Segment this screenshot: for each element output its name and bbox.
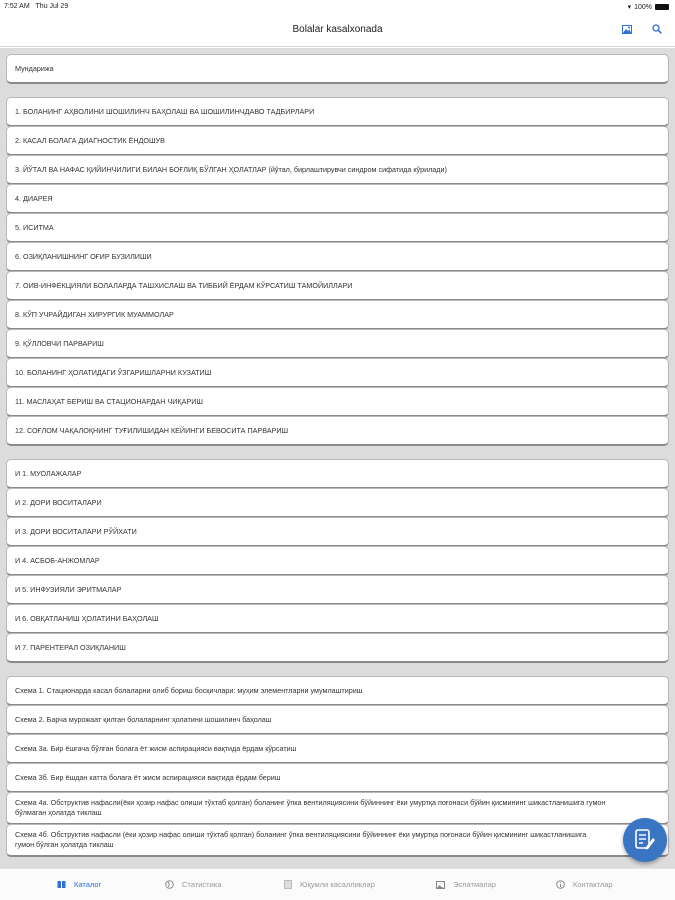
document-icon	[283, 880, 292, 889]
chapter-item[interactable]: 3. ЙЎТАЛ ВА НАФАС ҚИЙИНЧИЛИГИ БИЛАН БОҒЛИҚ БЎЛГАН ҲОЛАТЛАР (йўтал, бирлаштирувчи синдром сифатида кўрилади)	[6, 155, 669, 185]
group-gap	[0, 662, 675, 670]
appendix-item[interactable]: И 4. АСБОБ-АНЖОМЛАР	[6, 546, 669, 576]
navigation-bar	[0, 14, 675, 47]
info-icon	[556, 880, 565, 889]
edit-note-icon	[633, 828, 657, 852]
chapter-item[interactable]: 12. СОҒЛОМ ЧАҚАЛОҚНИНГ ТУҒИЛИШИДАН КЕЙИНГИ БЕВОСИТА ПАРВАРИШ	[6, 416, 669, 446]
schemes-group	[6, 676, 669, 857]
chapters-group	[6, 97, 669, 446]
page-title: Bolalar kasalxonada	[292, 24, 383, 35]
appendix-item[interactable]: И 7. ПАРЕНТЕРАЛ ОЗИҚЛАНИШ	[6, 633, 669, 663]
header-icons	[621, 23, 663, 35]
chapter-item[interactable]: 7. ОИВ-ИНФЕКЦИЯЛИ БОЛАЛАРДА ТАШХИСЛАШ ВА ТИББИЙ ЁРДАМ КЎРСАТИШ ТАМОЙИЛЛАРИ	[6, 271, 669, 301]
chapter-item[interactable]: 11. МАСЛАҲАТ БЕРИШ ВА СТАЦИОНАРДАН ЧИҚАРИШ	[6, 387, 669, 417]
appendices-group	[6, 459, 669, 663]
battery-icon	[655, 4, 669, 10]
appendix-item[interactable]: И 1. МУОЛАЖАЛАР	[6, 459, 669, 489]
group-gap	[0, 445, 675, 453]
tab-label: Контактлар	[573, 880, 613, 889]
group-gap	[0, 83, 675, 91]
scheme-item[interactable]: Схема 3а. Бир ёшгача бўлган болага ёт жисм аспирацияси вақтида ёрдам кўрсатиш	[6, 734, 669, 764]
image-icon	[436, 880, 445, 889]
tab-notes[interactable]	[436, 880, 496, 889]
chapter-item[interactable]: 9. ҚЎЛЛОВЧИ ПАРВАРИШ	[6, 329, 669, 359]
chapter-item[interactable]: 4. ДИАРЕЯ	[6, 184, 669, 214]
chapter-item[interactable]: 5. ИСИТМА	[6, 213, 669, 243]
scheme-item[interactable]: Схема 3б. Бир ёшдан катта болага ёт жисм аспирацияси вақтида ёрдам бериш	[6, 763, 669, 793]
chapter-item[interactable]: 6. ОЗИҚЛАНИШНИНГ ОҒИР БУЗИЛИШИ	[6, 242, 669, 272]
chapter-item[interactable]: 1. БОЛАНИНГ АҲВОЛИНИ ШОШИЛИНЧ БАҲОЛАШ ВА ШОШИЛИНЧДАВО ТАДБИРЛАРИ	[6, 97, 669, 127]
tab-contacts[interactable]	[556, 880, 613, 889]
appendix-item[interactable]: И 3. ДОРИ ВОСИТАЛАРИ РЎЙХАТИ	[6, 517, 669, 547]
tab-label: Эслатмалар	[453, 880, 497, 889]
tab-label: Каталог	[74, 880, 102, 889]
chapter-item[interactable]: 8. КЎП УЧРАЙДИГАН ХИРУРГИК МУАММОЛАР	[6, 300, 669, 330]
wifi-icon: ▾	[627, 4, 632, 11]
search-icon[interactable]	[651, 23, 663, 35]
tab-bar	[0, 868, 675, 900]
battery-level: 100%	[634, 3, 652, 11]
scheme-item[interactable]: Схема 4б. Обструктив нафасли (ёки ҳозир нафас олиши тўхтаб қолган) боланинг ўпка вентиляциясини бўйиннинг ёки умуртқа поғонаси бўйин қисмининг шикастланишига гумон бўлган ҳолатда тиклаш	[6, 824, 669, 857]
tab-label: Юқумли касалликлар	[300, 880, 375, 889]
appendix-item[interactable]: И 2. ДОРИ ВОСИТАЛАРИ	[6, 488, 669, 518]
book-icon	[57, 880, 66, 889]
status-bar	[0, 0, 675, 14]
tab-statistics[interactable]	[165, 880, 221, 889]
appendix-item[interactable]: И 6. ОВҚАТЛАНИШ ҲОЛАТИНИ БАҲОЛАШ	[6, 604, 669, 634]
tab-label: Статистика	[182, 880, 222, 889]
status-date: Thu Jul 29	[35, 3, 69, 10]
tab-infectious-diseases[interactable]	[283, 880, 375, 889]
contents-item[interactable]: Мундарижа	[6, 54, 669, 84]
scheme-item[interactable]: Схема 4а. Обструктив нафасли(ёки ҳозир нафас олиши тўхтаб қолган) боланинг ўпка вентиляциясини бўйиннинг ёки умуртқа поғонаси бўйин қисмининг шикастланишига гумон бўлмаган ҳолатда тиклаш	[6, 792, 669, 825]
status-time	[4, 3, 68, 10]
catalog-list[interactable]	[0, 48, 675, 868]
globe-icon	[165, 880, 174, 889]
scheme-item[interactable]: Схема 2. Барча мурожаат қилган болаларнинг ҳолатини шошилинч баҳолаш	[6, 705, 669, 735]
scheme-item[interactable]: Схема 1. Стационарда касал болаларни олиб бориш босқичлари: муҳим элементларни умумлаштириш	[6, 676, 669, 706]
chapter-item[interactable]: 2. КАСАЛ БОЛАГА ДИАГНОСТИК ЁНДОШУВ	[6, 126, 669, 156]
tab-catalog[interactable]	[57, 880, 101, 889]
chapter-item[interactable]: 10. БОЛАНИНГ ҲОЛАТИДАГИ ЎЗГАРИШЛАРНИ КУЗАТИШ	[6, 358, 669, 388]
status-right	[628, 3, 669, 11]
notes-fab-button[interactable]	[623, 818, 667, 862]
contents-group	[6, 54, 669, 84]
image-icon[interactable]	[621, 23, 633, 35]
status-time-value: 7:52 AM	[4, 3, 30, 10]
appendix-item[interactable]: И 5. ИНФУЗИЯЛИ ЭРИТМАЛАР	[6, 575, 669, 605]
